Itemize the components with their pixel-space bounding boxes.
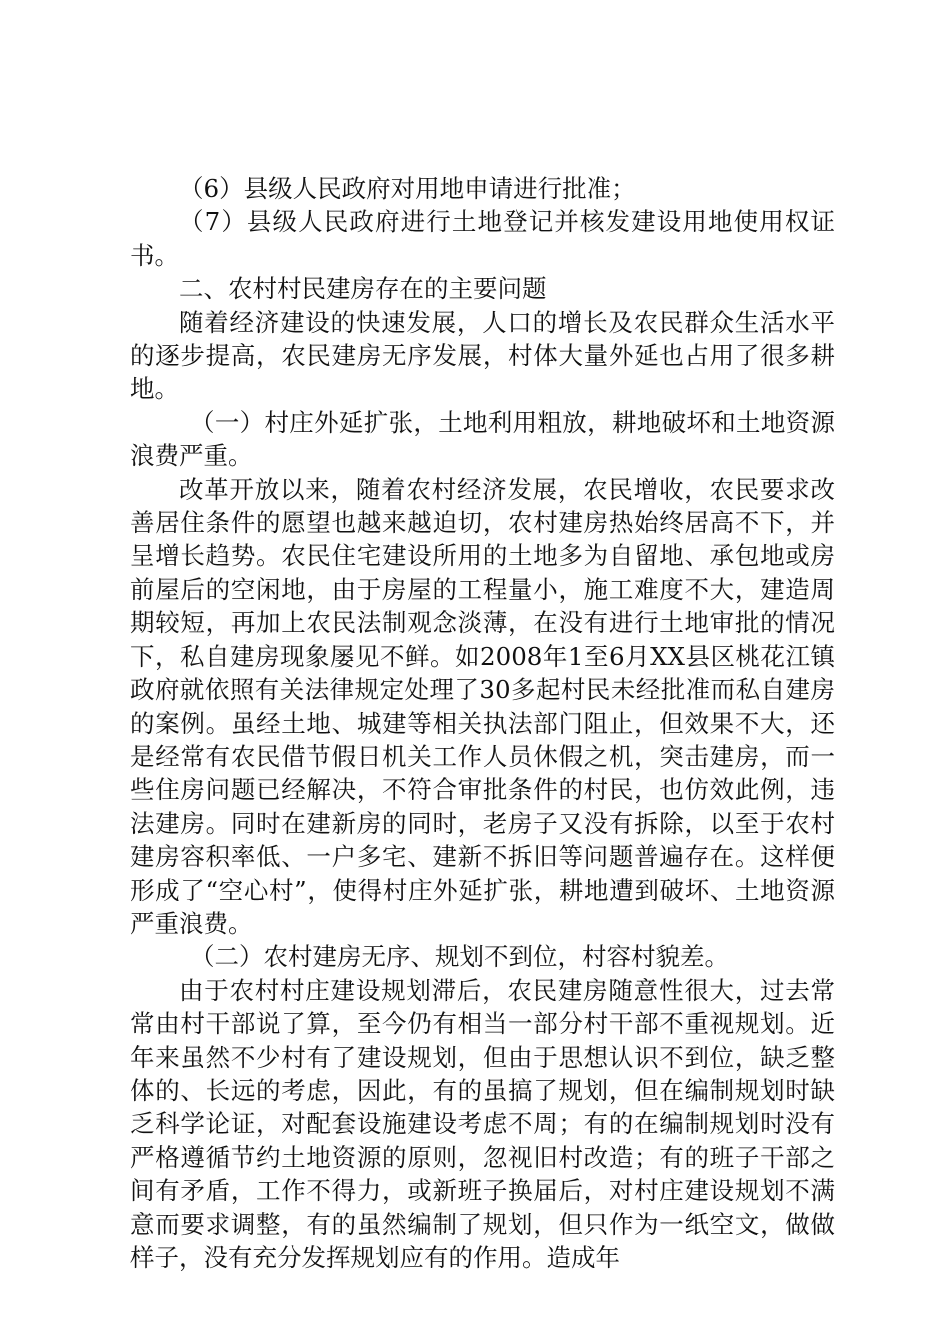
list-item-step-7: （7）县级人民政府进行土地登记并核发建设用地使用权证书。 <box>130 207 835 270</box>
document-body <box>130 172 835 1274</box>
body-paragraph: 由于农村村庄建设规划滞后，农民建房随意性很大，过去常常由村干部说了算，至今仍有相当一部分村干部不重视规划。近年来虽然不少村有了建设规划，但由于思想认识不到位，缺乏整体的、长远的考虑，因此，有的虽搞了规划，但在编制规划时缺乏科学论证，对配套设施建设考虑不周；有的在编制规划时没有严格遵循节约土地资源的原则，忽视旧村改造；有的班子干部之间有矛盾，工作不得力，或新班子换届后，对村庄建设规划不满意而要求调整，有的虽然编制了规划，但只作为一纸空文，做做样子，没有充分发挥规划应有的作用。造成年 <box>130 975 835 1272</box>
body-paragraph: 改革开放以来，随着农村经济发展，农民增收，农民要求改善居住条件的愿望也越来越迫切，农村建房热始终居高不下，并呈增长趋势。农民住宅建设所用的土地多为自留地、承包地或房前屋后的空闲地，由于房屋的工程量小，施工难度不大，建造周期较短，再加上农民法制观念淡薄，在没有进行土地审批的情况下，私自建房现象屡见不鲜。如2008年1至6月XX县区桃花江镇政府就依照有关法律规定处理了30多起村民未经批准而私自建房的案例。虽经土地、城建等相关执法部门阻止，但效果不大，还是经常有农民借节假日机关工作人员休假之机，突击建房，而一些住房问题已经解决，不符合审批条件的村民，也仿效此例，违法建房。同时在建新房的同时，老房子又没有拆除，以至于农村建房容积率低、一户多宅、建新不拆旧等问题普遍存在。这样便形成了“空心村”，使得村庄外延扩张，耕地遭到破坏、土地资源严重浪费。 <box>130 474 835 938</box>
subsection-heading: （一）村庄外延扩张，土地利用粗放，耕地破坏和土地资源浪费严重。 <box>130 407 835 471</box>
body-paragraph: 随着经济建设的快速发展，人口的增长及农民群众生活水平的逐步提高，农民建房无序发展，村体大量外延也占用了很多耕地。 <box>130 307 835 404</box>
list-item-step-6: （6）县级人民政府对用地申请进行批准； <box>179 174 636 203</box>
section-heading: 二、农村村民建房存在的主要问题 <box>179 274 547 304</box>
subsection-heading: （二）农村建房无序、规划不到位，村容村貌差。 <box>190 942 730 972</box>
